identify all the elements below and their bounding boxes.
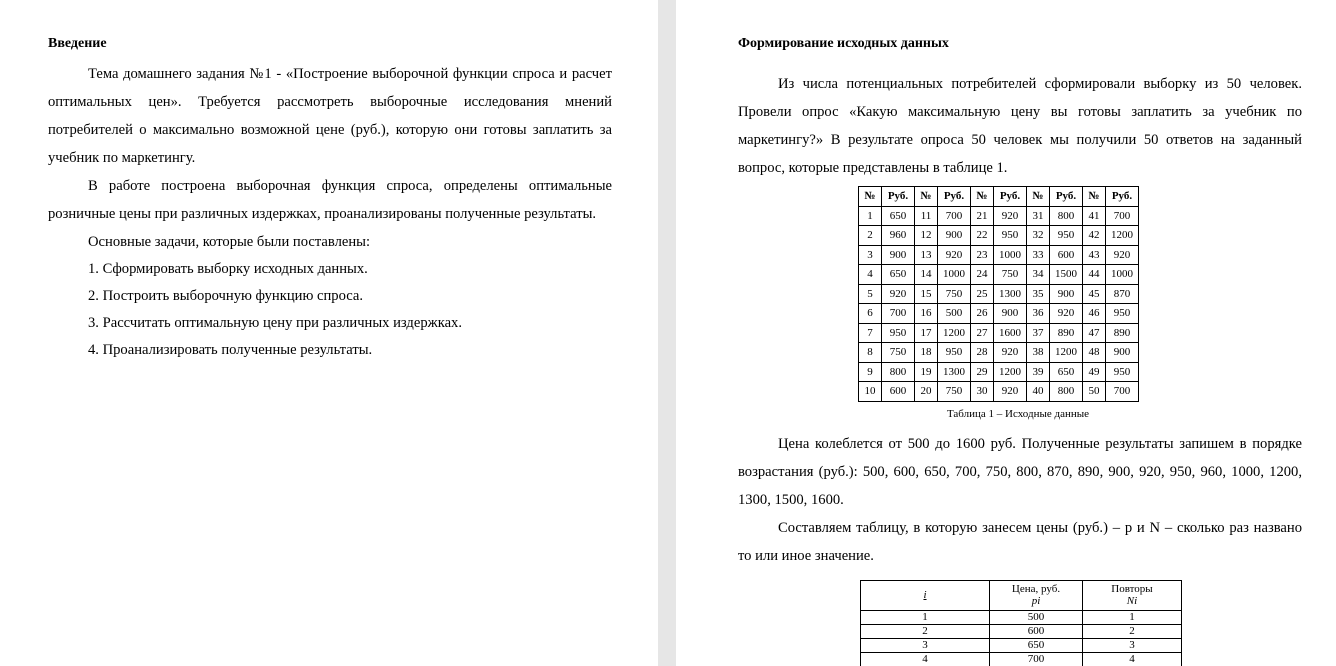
price-cell: 1300 [938, 362, 971, 382]
index-header: i [861, 580, 990, 610]
respondent-number-cell: 30 [971, 382, 994, 402]
respondent-number-cell: 18 [915, 343, 938, 363]
index-cell: 1 [861, 610, 990, 624]
price-cell: 900 [882, 245, 915, 265]
header-cell: № [915, 187, 938, 207]
price-cell: 920 [1106, 245, 1139, 265]
repeats-header [1083, 580, 1182, 610]
table-row [859, 284, 1139, 304]
source-table-body [859, 206, 1139, 401]
price-cell: 800 [1050, 206, 1083, 226]
table1-caption: Таблица 1 – Исходные данные [946, 407, 1090, 420]
price-cell: 1200 [994, 362, 1027, 382]
price-cell: 950 [994, 226, 1027, 246]
price-cell: 950 [1106, 362, 1139, 382]
price-cell: 900 [938, 226, 971, 246]
price-cell: 920 [882, 284, 915, 304]
price-cell: 1000 [994, 245, 1027, 265]
respondent-number-cell: 35 [1027, 284, 1050, 304]
price-cell: 1300 [994, 284, 1027, 304]
respondent-number-cell: 22 [971, 226, 994, 246]
header-cell: Руб. [994, 187, 1027, 207]
task-item-4: 4. Проанализировать полученные результаты. [88, 342, 373, 358]
price-cell: 1000 [1106, 265, 1139, 285]
respondent-number-cell: 21 [971, 206, 994, 226]
respondent-number-cell: 24 [971, 265, 994, 285]
respondent-number-cell: 33 [1027, 245, 1050, 265]
price-cell: 920 [1050, 304, 1083, 324]
price-cell: 600 [990, 624, 1083, 638]
price-cell: 600 [882, 382, 915, 402]
price-cell: 650 [882, 265, 915, 285]
respondent-number-cell: 36 [1027, 304, 1050, 324]
table-row [859, 343, 1139, 363]
respondent-number-cell: 38 [1027, 343, 1050, 363]
respondent-number-cell: 39 [1027, 362, 1050, 382]
respondent-number-cell: 27 [971, 323, 994, 343]
frequency-table-body [861, 610, 1182, 666]
table-row [861, 610, 1182, 624]
table-row [861, 624, 1182, 638]
price-cell: 500 [938, 304, 971, 324]
table-row [859, 206, 1139, 226]
price-cell: 700 [1106, 206, 1139, 226]
respondent-number-cell: 48 [1083, 343, 1106, 363]
price-cell: 950 [938, 343, 971, 363]
table-row [859, 226, 1139, 246]
source-data-table [858, 186, 1139, 402]
price-cell: 600 [1050, 245, 1083, 265]
data-intro-paragraph: Из числа потенциальных потребителей сформировали выборку из 50 человек. Провели опрос «Какую максимальную цену вы готовы заплатить за учебник по маркетингу?» В результате опроса 50 человек мы получили 50 ответов на заданный вопрос, которые представлены в таблице 1. [738, 76, 1302, 176]
price-cell: 1500 [1050, 265, 1083, 285]
respondent-number-cell: 45 [1083, 284, 1106, 304]
frequency-table [860, 580, 1182, 666]
respondent-number-cell: 34 [1027, 265, 1050, 285]
table-row [861, 638, 1182, 652]
respondent-number-cell: 20 [915, 382, 938, 402]
repeats-cell: 1 [1083, 610, 1182, 624]
respondent-number-cell: 37 [1027, 323, 1050, 343]
repeats-cell: 4 [1083, 652, 1182, 666]
respondent-number-cell: 43 [1083, 245, 1106, 265]
source-table-header-row [859, 187, 1139, 207]
price-cell: 1200 [1050, 343, 1083, 363]
data-section-heading: Формирование исходных данных [738, 36, 949, 51]
price-cell: 890 [1050, 323, 1083, 343]
price-cell: 950 [1050, 226, 1083, 246]
respondent-number-cell: 9 [859, 362, 882, 382]
task-item-2: 2. Построить выборочную функцию спроса. [88, 288, 364, 304]
repeats-cell: 3 [1083, 638, 1182, 652]
header-cell: № [859, 187, 882, 207]
table-row [861, 652, 1182, 666]
price-cell: 700 [882, 304, 915, 324]
respondent-number-cell: 19 [915, 362, 938, 382]
price-cell: 650 [1050, 362, 1083, 382]
respondent-number-cell: 28 [971, 343, 994, 363]
price-cell: 920 [994, 206, 1027, 226]
table-row [859, 245, 1139, 265]
price-header-title: Цена, руб. [1011, 583, 1061, 595]
respondent-number-cell: 2 [859, 226, 882, 246]
price-cell: 900 [1050, 284, 1083, 304]
intro-paragraph-1: Тема домашнего задания №1 - «Построение выборочной функции спроса и расчет оптимальных цен». Требуется рассмотреть выборочные исследования мнений потребителей о максимально возможной цене (руб.), которую они готовы заплатить за учебник по маркетингу. [48, 66, 612, 166]
respondent-number-cell: 11 [915, 206, 938, 226]
respondent-number-cell: 5 [859, 284, 882, 304]
respondent-number-cell: 44 [1083, 265, 1106, 285]
respondent-number-cell: 4 [859, 265, 882, 285]
left-page [0, 0, 658, 666]
respondent-number-cell: 40 [1027, 382, 1050, 402]
respondent-number-cell: 17 [915, 323, 938, 343]
repeats-header-symbol: Ni [1126, 595, 1138, 607]
header-cell: № [1027, 187, 1050, 207]
respondent-number-cell: 13 [915, 245, 938, 265]
price-cell: 900 [1106, 343, 1139, 363]
frequency-table-header-row [861, 580, 1182, 610]
index-cell: 4 [861, 652, 990, 666]
price-cell: 1200 [938, 323, 971, 343]
frequency-intro-paragraph: Составляем таблицу, в которую занесем цены (руб.) – p и N – сколько раз названо то или иное значение. [738, 519, 1302, 564]
price-cell: 700 [990, 652, 1083, 666]
intro-paragraph-3: Основные задачи, которые были поставлены: [88, 234, 371, 250]
price-cell: 1000 [938, 265, 971, 285]
respondent-number-cell: 26 [971, 304, 994, 324]
price-cell: 750 [938, 382, 971, 402]
price-cell: 750 [882, 343, 915, 363]
table-row [859, 265, 1139, 285]
header-cell: Руб. [938, 187, 971, 207]
price-cell: 1200 [1106, 226, 1139, 246]
price-cell: 900 [994, 304, 1027, 324]
price-cell: 800 [1050, 382, 1083, 402]
respondent-number-cell: 23 [971, 245, 994, 265]
task-item-3: 3. Рассчитать оптимальную цену при различных издержках. [88, 315, 462, 331]
table-row [859, 323, 1139, 343]
table-row [859, 362, 1139, 382]
price-cell: 960 [882, 226, 915, 246]
table-row [859, 304, 1139, 324]
task-item-1: 1. Сформировать выборку исходных данных. [88, 261, 368, 277]
repeats-header-title: Повторы [1111, 583, 1153, 595]
price-cell: 950 [1106, 304, 1139, 324]
price-cell: 700 [1106, 382, 1139, 402]
intro-heading: Введение [48, 36, 107, 51]
respondent-number-cell: 50 [1083, 382, 1106, 402]
header-cell: Руб. [1106, 187, 1139, 207]
respondent-number-cell: 10 [859, 382, 882, 402]
price-cell: 920 [994, 343, 1027, 363]
repeats-cell: 2 [1083, 624, 1182, 638]
price-header [990, 580, 1083, 610]
respondent-number-cell: 42 [1083, 226, 1106, 246]
header-cell: № [971, 187, 994, 207]
header-cell: Руб. [882, 187, 915, 207]
price-cell: 890 [1106, 323, 1139, 343]
header-cell: Руб. [1050, 187, 1083, 207]
respondent-number-cell: 7 [859, 323, 882, 343]
respondent-number-cell: 6 [859, 304, 882, 324]
respondent-number-cell: 31 [1027, 206, 1050, 226]
respondent-number-cell: 16 [915, 304, 938, 324]
price-cell: 800 [882, 362, 915, 382]
index-cell: 2 [861, 624, 990, 638]
price-cell: 750 [994, 265, 1027, 285]
price-cell: 700 [938, 206, 971, 226]
respondent-number-cell: 25 [971, 284, 994, 304]
header-cell: № [1083, 187, 1106, 207]
price-cell: 750 [938, 284, 971, 304]
intro-paragraph-2: В работе построена выборочная функция спроса, определены оптимальные розничные цены при различных издержках, проанализированы полученные результаты. [48, 178, 612, 222]
respondent-number-cell: 49 [1083, 362, 1106, 382]
respondent-number-cell: 3 [859, 245, 882, 265]
price-range-paragraph: Цена колеблется от 500 до 1600 руб. Полученные результаты запишем в порядке возрастания (руб.): 500, 600, 650, 700, 750, 800, 870, 890, 900, 920, 950, 960, 1000, 1200, 1300, 1500, 1600. [738, 435, 1302, 508]
respondent-number-cell: 46 [1083, 304, 1106, 324]
respondent-number-cell: 12 [915, 226, 938, 246]
price-cell: 920 [938, 245, 971, 265]
right-page [676, 0, 1336, 666]
respondent-number-cell: 8 [859, 343, 882, 363]
respondent-number-cell: 1 [859, 206, 882, 226]
respondent-number-cell: 41 [1083, 206, 1106, 226]
respondent-number-cell: 14 [915, 265, 938, 285]
price-cell: 950 [882, 323, 915, 343]
price-cell: 650 [990, 638, 1083, 652]
index-cell: 3 [861, 638, 990, 652]
price-cell: 870 [1106, 284, 1139, 304]
respondent-number-cell: 29 [971, 362, 994, 382]
respondent-number-cell: 32 [1027, 226, 1050, 246]
price-header-symbol: pi [1031, 595, 1041, 607]
price-cell: 1600 [994, 323, 1027, 343]
price-cell: 650 [882, 206, 915, 226]
price-cell: 920 [994, 382, 1027, 402]
respondent-number-cell: 15 [915, 284, 938, 304]
price-cell: 500 [990, 610, 1083, 624]
respondent-number-cell: 47 [1083, 323, 1106, 343]
table-row [859, 382, 1139, 402]
